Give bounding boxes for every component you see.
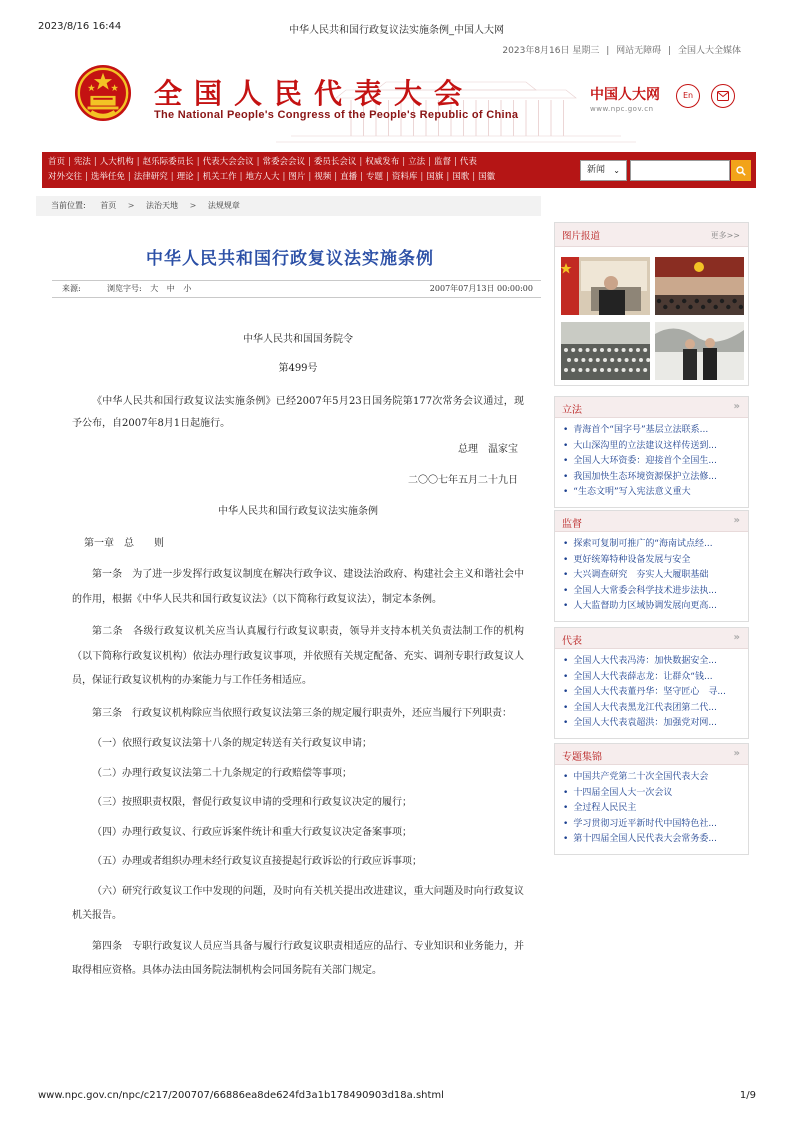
nav-separator: | [308, 172, 312, 182]
nav-item[interactable]: 立法 [408, 157, 426, 167]
nav-separator: | [360, 172, 364, 182]
nav-row-1 [48, 155, 495, 170]
nav-item[interactable]: 权威发布 [365, 157, 400, 167]
photo-figure [564, 368, 568, 372]
nav-item[interactable]: 宪法 [73, 157, 91, 167]
nav-item[interactable]: 资料库 [391, 172, 418, 182]
breadcrumb-regulations[interactable]: 法规规章 [207, 201, 240, 210]
order-number: 第499号 [278, 363, 318, 374]
sidebar-section-header [555, 397, 748, 418]
nav-item[interactable]: 地方人大 [245, 172, 280, 182]
nav-item[interactable]: 机关工作 [202, 172, 237, 182]
nav-item[interactable]: 对外交往 [48, 172, 83, 182]
sidebar-news-link[interactable]: • 我国加快生态环境资源保护立法修... [563, 470, 748, 486]
photo-figure [636, 348, 640, 352]
sidebar-news-link[interactable]: • 探索可复制可推广的“海南试点经... [563, 537, 748, 553]
nav-separator: | [454, 157, 457, 167]
search-icon [736, 166, 746, 176]
sidebar-section-header [555, 744, 748, 765]
photo-figure [610, 358, 614, 362]
photo-figure [586, 348, 590, 352]
sidebar-news-link[interactable]: • 全国人大代表黑龙江代表团第二代... [563, 701, 748, 717]
double-chevron-right-icon[interactable]: » [733, 632, 740, 643]
photo-report-title: 图片报道 [562, 231, 601, 242]
photo-figure [739, 305, 743, 309]
nav-separator: | [196, 157, 200, 167]
photo-figure [682, 299, 686, 303]
photo-figure [571, 368, 575, 372]
nav-item[interactable]: 赵乐际委员长 [142, 157, 194, 167]
nav-item[interactable]: 国徽 [478, 172, 496, 182]
sidebar-news-link[interactable]: • 学习贯彻习近平新时代中国特色社... [563, 817, 748, 833]
sidebar-section-box [554, 510, 749, 622]
sidebar-news-list [555, 649, 748, 738]
photo-report-box [554, 222, 749, 386]
photo-figure [732, 299, 736, 303]
mail-icon [717, 91, 729, 101]
duty-item: （五）办理或者组织办理未经行政复议直接提起行政诉讼的行政应诉事项； [92, 856, 422, 867]
double-chevron-right-icon[interactable]: » [733, 515, 740, 526]
news-photo[interactable] [561, 257, 650, 315]
photo-figure [593, 368, 597, 372]
nav-item[interactable]: 图片 [288, 172, 306, 182]
photo-figure [629, 368, 633, 372]
nav-item[interactable]: 代表 [459, 157, 477, 167]
photo-figure [607, 368, 611, 372]
chevron-down-icon: ⌄ [613, 166, 620, 175]
nav-separator: | [68, 157, 71, 167]
photo-figure [600, 348, 604, 352]
photo-figure [589, 358, 593, 362]
sidebar-section-title[interactable]: 专题集锦 [562, 752, 602, 763]
photo-figure [625, 358, 629, 362]
nav-item[interactable]: 理论 [176, 172, 194, 182]
current-date: 2023年8月16日 星期三 [502, 46, 600, 56]
nav-item[interactable]: 常委会会议 [262, 157, 305, 167]
all-media-link[interactable]: 全国人大全媒体 [677, 46, 741, 56]
mailbox-button[interactable] [711, 84, 735, 108]
sidebar-news-link[interactable]: • 全国人大代表薛志龙：让群众“钱... [563, 670, 748, 686]
duty-item: （四）办理行政复议、行政应诉案件统计和重大行政复议决定备案事项； [92, 826, 412, 838]
photo-figure [714, 305, 718, 309]
photo-figure [629, 348, 633, 352]
duty-item: （三）按照职责权限，督促行政复议申请的受理和行政复议决定的履行； [92, 797, 412, 808]
photo-figure [614, 348, 618, 352]
photo-figure [657, 299, 661, 303]
top-utility-bar: 2023年8月16日 星期三 | 网站无障碍 | 全国人大全媒体 [502, 46, 741, 56]
photo-figure [581, 358, 585, 362]
search-bar [580, 160, 750, 181]
photo-figure [603, 358, 607, 362]
print-url: www.npc.gov.cn/npc/c217/200707/66886ea8de624fd3a1b178490903d18a.shtml [38, 1090, 444, 1101]
source-label: 来源: [62, 284, 81, 293]
nav-separator: | [334, 172, 338, 182]
nav-separator: | [256, 157, 260, 167]
sidebar-news-link[interactable]: • 大兴调查研究 夯实人大履职基础 [563, 568, 748, 584]
signer: 总理 温家宝 [458, 444, 518, 455]
issuer: 中华人民共和国国务院令 [243, 334, 353, 345]
photo-figure [688, 305, 692, 309]
accessibility-link[interactable]: 网站无障碍 [616, 46, 662, 56]
sign-date: 二〇〇七年五月二十九日 [408, 475, 518, 486]
breadcrumb-label: 当前位置: [51, 201, 86, 210]
photo-figure [600, 368, 604, 372]
npc-net-logo[interactable]: 中国人大网 www.npc.gov.cn [590, 87, 660, 113]
site-brand-english: The National People's Congress of the People's Republic of China [154, 109, 519, 121]
sidebar-section-box [554, 627, 749, 739]
photo-figure [636, 368, 640, 372]
photo-figure [578, 368, 582, 372]
nav-item[interactable]: 国旗 [426, 172, 444, 182]
sidebar-section-title[interactable]: 立法 [562, 405, 582, 416]
photo-figure [720, 299, 724, 303]
duty-item: （六）研究行政复议工作中发现的问题，及时向有关机关提出改进建议，重大问题及时向行政复议机关报告。 [72, 885, 524, 921]
article-body [72, 330, 524, 984]
font-size-small[interactable]: 小 [183, 284, 192, 293]
sidebar-news-link[interactable]: • 全国人大环资委：迎接首个全国生... [563, 454, 748, 470]
nav-separator: | [428, 157, 432, 167]
nav-item[interactable]: 视频 [314, 172, 332, 182]
breadcrumb-home[interactable]: 首页 [100, 201, 117, 210]
news-photo[interactable] [655, 322, 744, 380]
photo-figure [607, 348, 611, 352]
sidebar-news-list [555, 765, 748, 854]
photo-figure [571, 348, 575, 352]
sidebar-news-link[interactable]: • 全国人大常委会科学技术进步法执... [563, 584, 748, 600]
photo-figure [695, 299, 699, 303]
font-size-switcher: 浏览字号: 大 中 小 [107, 284, 192, 293]
photo-figure [676, 305, 680, 309]
sidebar-news-link[interactable]: • 全国人大代表冯涛：加快数据安全... [563, 654, 748, 670]
news-photo[interactable] [561, 322, 650, 380]
nav-separator: | [446, 172, 450, 182]
nav-separator: | [93, 157, 97, 167]
nav-item[interactable]: 人大机构 [99, 157, 134, 167]
photo-figure [643, 368, 647, 372]
sidebar-news-link[interactable]: • “生态文明”写入宪法意义重大 [563, 485, 748, 501]
duty-item: （一）依照行政复议法第十八条的规定转送有关行政复议申请； [92, 738, 372, 749]
print-datetime: 2023/8/16 16:44 [38, 21, 122, 32]
sidebar-news-link[interactable]: • 全国人大代表董丹华：坚守匠心 寻... [563, 685, 748, 701]
photo-figure [622, 368, 626, 372]
nav-separator: | [196, 172, 200, 182]
breadcrumb-separator: > [189, 201, 197, 210]
sidebar-section [554, 510, 749, 622]
publish-datetime: 2007年07月13日 00:00:00 [429, 284, 533, 293]
nav-separator: | [170, 172, 174, 182]
nav-item[interactable]: 国歌 [452, 172, 470, 182]
photo-figure [643, 348, 647, 352]
photo-figure [574, 358, 578, 362]
photo-figure [578, 348, 582, 352]
sidebar [554, 222, 749, 386]
english-version-button[interactable]: En [676, 84, 700, 108]
sidebar-news-link[interactable]: • 人大监督助力区域协调发展向更高... [563, 599, 748, 615]
photo-figure [663, 305, 667, 309]
sidebar-section-box [554, 396, 749, 508]
nav-item[interactable]: 委员长会议 [313, 157, 357, 167]
nav-separator: | [359, 157, 363, 167]
sidebar-news-link[interactable]: • 全过程人民民主 [563, 801, 748, 817]
sidebar-section [554, 627, 749, 739]
nav-separator: | [136, 157, 140, 167]
sidebar-news-list [555, 532, 748, 621]
nav-row-2 [48, 170, 495, 185]
search-button[interactable] [731, 160, 751, 181]
nav-item[interactable]: 首页 [48, 157, 66, 167]
breadcrumb-separator: > [127, 201, 135, 210]
photo-figure [639, 358, 643, 362]
sidebar-news-link[interactable]: • 十四届全国人大一次会议 [563, 786, 748, 802]
sidebar-section-header [555, 628, 748, 649]
preamble: 《中华人民共和国行政复议法实施条例》已经2007年5月23日国务院第177次常务会议通过，现予公布，自2007年8月1日起施行。 [72, 396, 524, 429]
photo-figure [617, 358, 621, 362]
sidebar-news-link[interactable]: • 中国共产党第二十次全国代表大会 [563, 770, 748, 786]
law-title: 中华人民共和国行政复议法实施条例 [218, 506, 378, 517]
print-doc-title: 中华人民共和国行政复议法实施条例_中国人大网 [289, 25, 504, 36]
nav-item[interactable]: 专题 [366, 172, 384, 182]
site-brand-chinese[interactable]: 全国人民代表大会 [154, 77, 475, 110]
sidebar-news-link[interactable]: • 青海首个“国字号”基层立法联系... [563, 423, 748, 439]
font-size-medium[interactable]: 中 [166, 284, 175, 293]
nav-separator: | [386, 172, 389, 182]
photo-figure [669, 299, 673, 303]
photo-more-link[interactable]: 更多>> [710, 231, 740, 240]
nav-separator: | [402, 157, 406, 167]
nav-item[interactable]: 监督 [434, 157, 452, 167]
photo-figure [596, 358, 600, 362]
photo-figure [614, 368, 618, 372]
chapter-heading: 第一章 总 则 [84, 538, 164, 549]
sidebar-news-link[interactable]: • 大山深沟里的立法建议这样传送到... [563, 439, 748, 455]
search-type-select[interactable]: 新闻 ⌄ [580, 160, 627, 181]
sidebar-news-link[interactable]: • 第十四届全国人民代表大会常务委... [563, 832, 748, 848]
nav-item[interactable]: 代表大会会议 [202, 157, 254, 167]
national-emblem-icon [74, 64, 132, 122]
photo-figure [707, 299, 711, 303]
main-navigation [42, 152, 756, 188]
breadcrumb [36, 196, 541, 216]
photo-figure [622, 348, 626, 352]
nav-item[interactable]: 选举任免 [90, 172, 125, 182]
sidebar-news-link[interactable]: • 更好统筹特种设备发展与安全 [563, 553, 748, 569]
sidebar-section-title[interactable]: 监督 [562, 519, 582, 530]
photo-figure [593, 348, 597, 352]
sidebar-section-box [554, 743, 749, 855]
photo-figure [586, 368, 590, 372]
nav-item[interactable]: 法律研究 [133, 172, 168, 182]
sidebar-section-header [555, 511, 748, 532]
sidebar-section [554, 743, 749, 855]
duty-item: （二）办理行政复议法第二十九条规定的行政赔偿等事项； [92, 767, 352, 779]
nav-separator: | [307, 157, 311, 167]
article-1: 第一条 为了进一步发挥行政复议制度在解决行政争议、建设法治政府、构建社会主义和谐社会中的作用，根据《中华人民共和国行政复议法》（以下简称行政复议法），制定本条例。 [72, 569, 524, 605]
nav-separator: | [127, 172, 131, 182]
font-size-large[interactable]: 大 [150, 284, 159, 293]
nav-item[interactable]: 直播 [340, 172, 358, 182]
sidebar-news-list [555, 418, 748, 507]
nav-separator: | [85, 172, 88, 182]
photo-figure [564, 348, 568, 352]
nav-separator: | [472, 172, 476, 182]
photo-figure [567, 358, 571, 362]
nav-separator: | [420, 172, 424, 182]
photo-figure [726, 305, 730, 309]
masthead [36, 56, 756, 148]
sidebar-news-link[interactable]: • 全国人大代表袁超洪：加强党对网... [563, 716, 748, 732]
photo-figure [701, 305, 705, 309]
nav-separator: | [239, 172, 243, 182]
double-chevron-right-icon[interactable]: » [733, 401, 740, 412]
article-3: 第三条 行政复议机构除应当依照行政复议法第三条的规定履行职责外，还应当履行下列职责： [92, 707, 512, 719]
article-title: 中华人民共和国行政复议法实施条例 [146, 249, 434, 269]
article-meta [52, 280, 541, 298]
nav-separator: | [282, 172, 286, 182]
search-input[interactable] [630, 160, 730, 181]
article-2: 第二条 各级行政复议机关应当认真履行行政复议职责，领导并支持本机关负责法制工作的机构（以下简称行政复议机构）依法办理行政复议事项，并依照有关规定配备、充实、调剂专职行政复议人员，保证行政复议机构的办案能力与工作任务相适应。 [72, 626, 524, 686]
print-page-number: 1/9 [739, 1090, 756, 1101]
breadcrumb-law-world[interactable]: 法治天地 [146, 201, 179, 210]
article-4: 第四条 专职行政复议人员应当具备与履行行政复议职责相适应的品行、专业知识和业务能力，并取得相应资格。具体办法由国务院法制机构会同国务院有关部门规定。 [72, 940, 524, 976]
news-photo[interactable] [655, 257, 744, 315]
sidebar-section-title[interactable]: 代表 [562, 636, 582, 647]
photo-figure [632, 358, 636, 362]
double-chevron-right-icon[interactable]: » [733, 748, 740, 759]
sidebar-section [554, 396, 749, 508]
